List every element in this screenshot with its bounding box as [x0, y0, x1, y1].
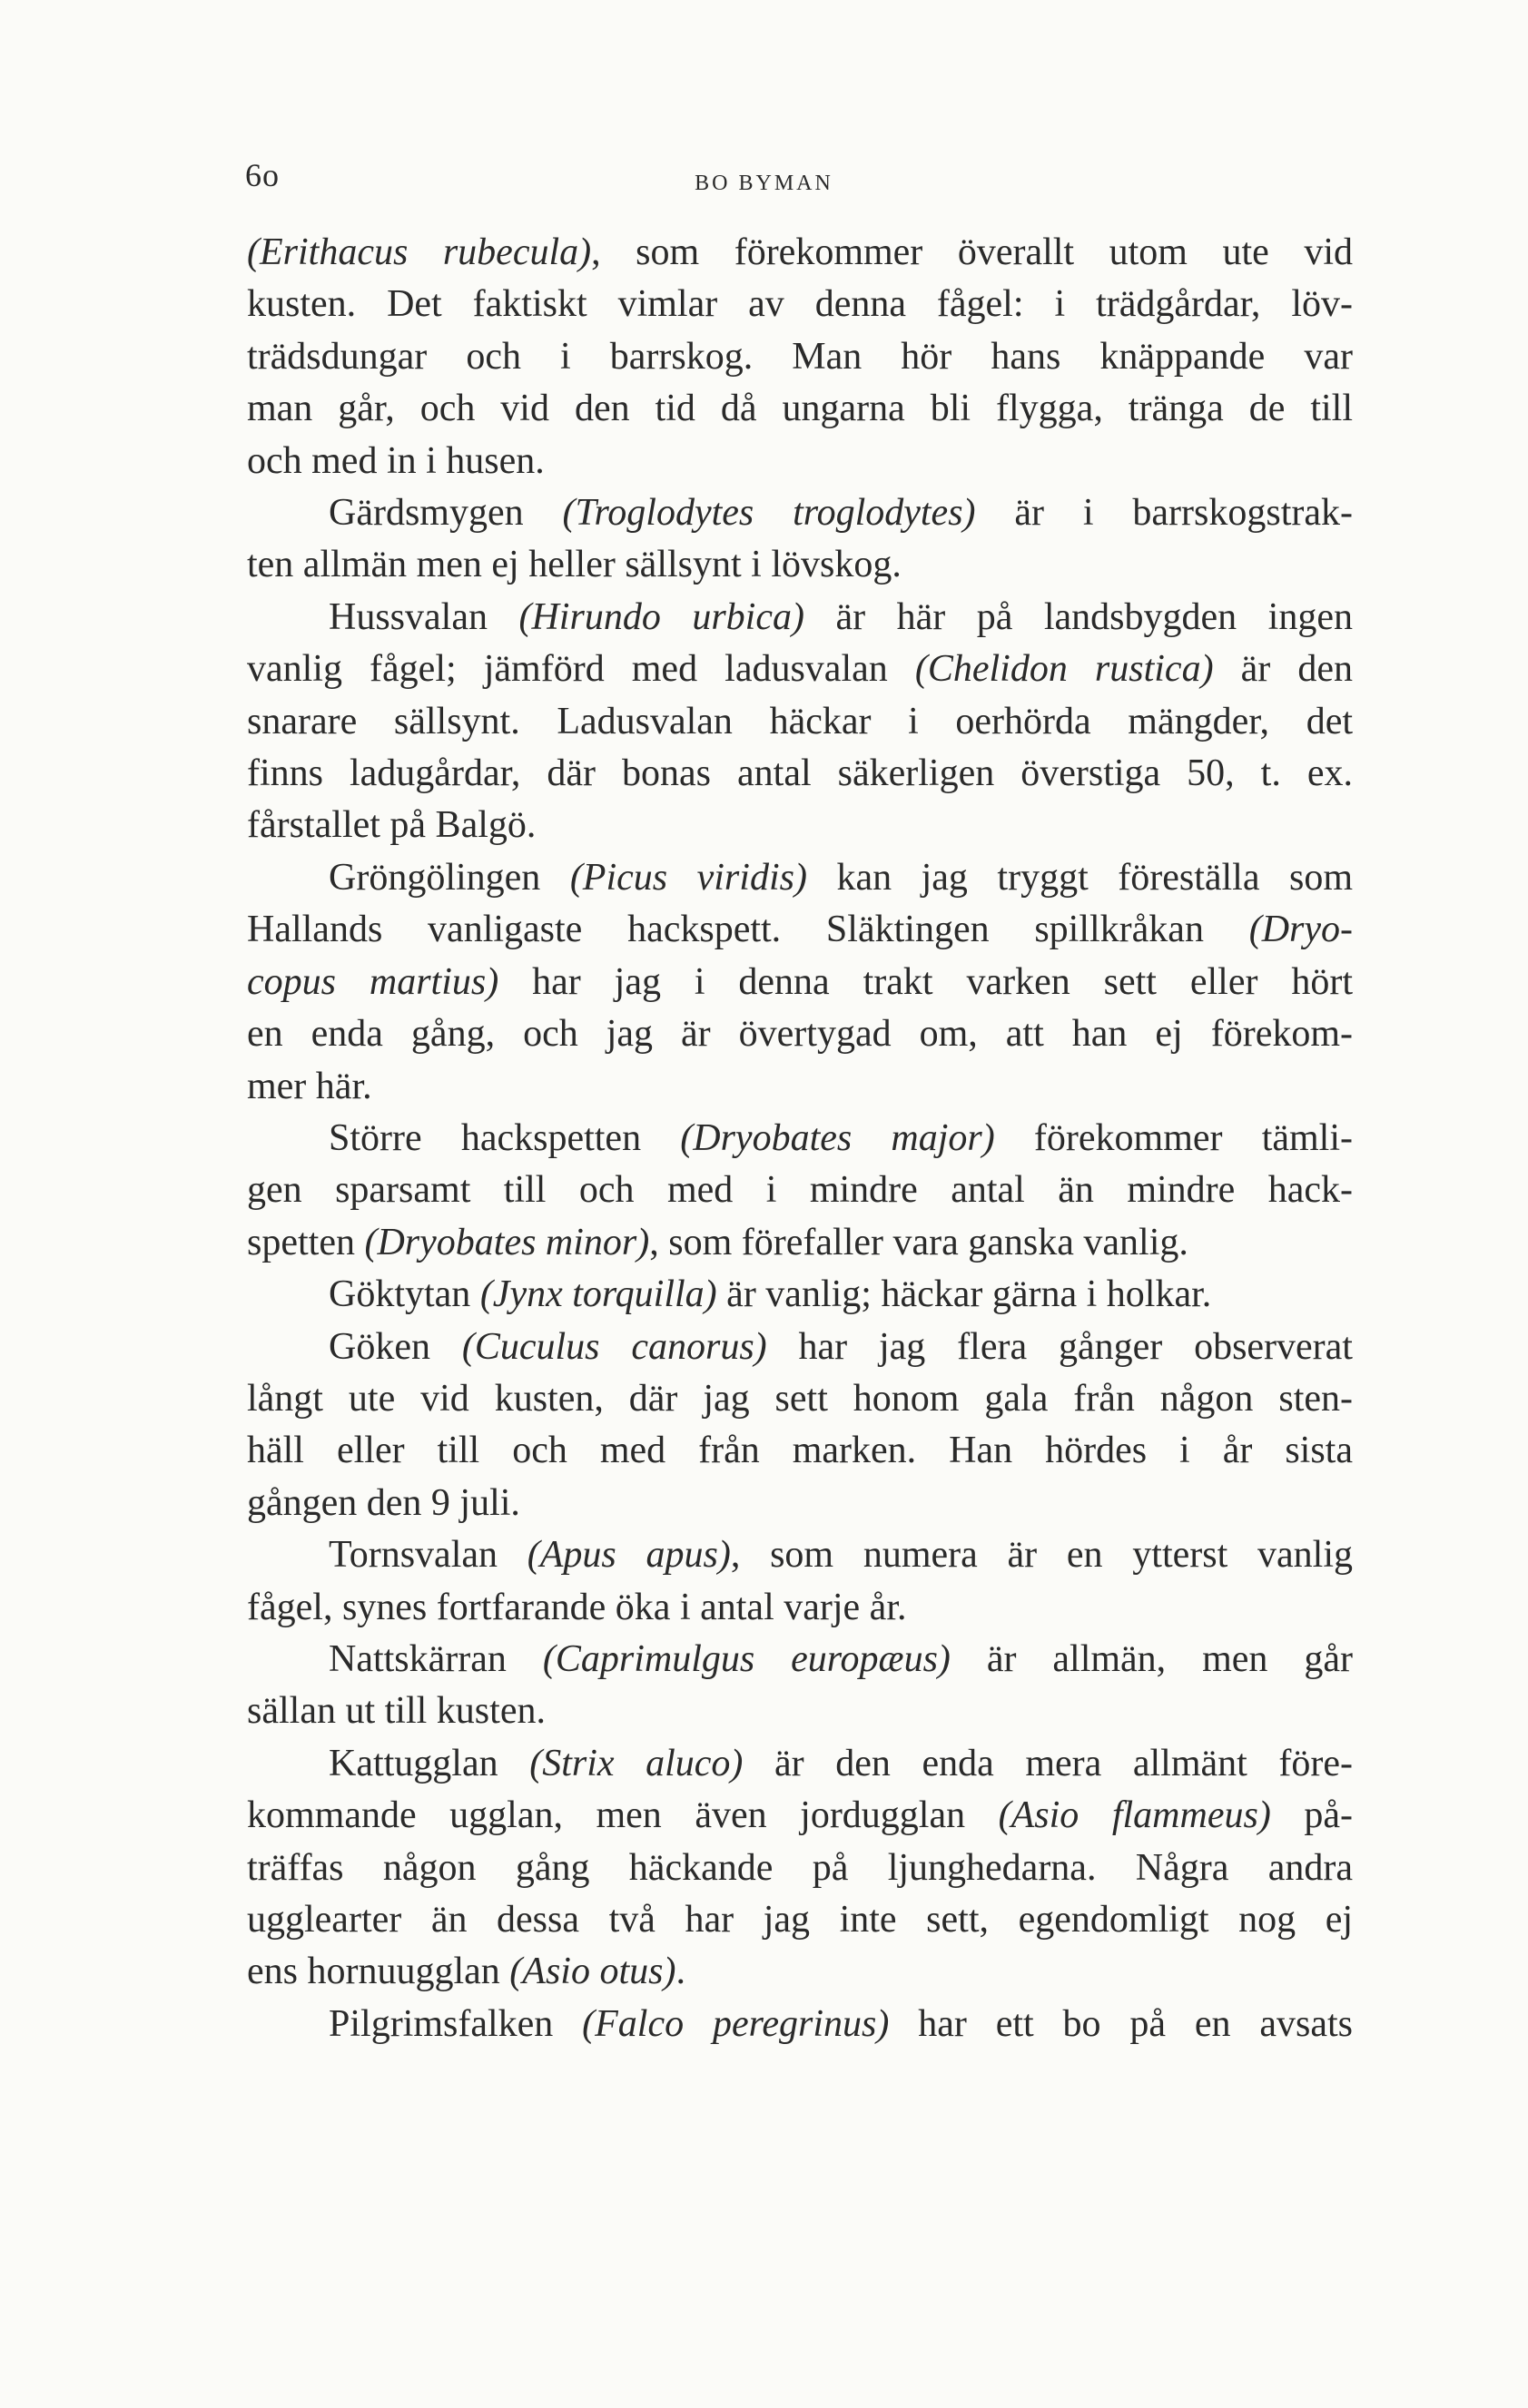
text-run: förekommer tämli-: [994, 1116, 1354, 1159]
species-name: (Troglodytes troglodytes): [562, 492, 976, 535]
text-run: snarare sällsynt. Ladusvalan häckar i oerhörda mängder, det: [247, 700, 1353, 742]
text-run: kusten. Det faktiskt vimlar av denna fågel: i trädgårdar, löv-: [247, 283, 1353, 326]
text-run: , som förekommer överallt utom ute vid: [591, 231, 1353, 273]
text-run: gången den 9 juli.: [247, 1481, 520, 1524]
text-line: [247, 1529, 1353, 1581]
paragraph: [247, 1113, 1353, 1269]
text-run: Nattskärran: [329, 1637, 543, 1680]
text-line: [247, 1269, 1353, 1321]
text-run: Pilgrimsfalken: [329, 2002, 583, 2045]
text-line: [247, 1946, 1353, 1998]
text-run: , som numera är en ytterst vanlig: [730, 1534, 1354, 1577]
text-run: på-: [1270, 1794, 1353, 1837]
paragraph: [247, 592, 1353, 852]
species-name: copus martius): [247, 960, 499, 1003]
species-name: (Falco peregrinus): [582, 2002, 890, 2045]
text-run: Kattugglan: [329, 1742, 530, 1784]
text-run: finns ladugårdar, där bonas antal säkerligen överstiga 50, t. ex.: [247, 752, 1353, 795]
species-name: (Strix aluco): [529, 1742, 744, 1784]
text-run: trädsdungar och i barrskog. Man hör hans knäppande var: [247, 335, 1353, 378]
paragraph: [247, 1999, 1353, 2050]
species-name: (Dryobates major): [680, 1116, 995, 1159]
text-line: [247, 1478, 1353, 1529]
text-line: [247, 1634, 1353, 1686]
text-run: Större hackspetten: [329, 1116, 681, 1159]
text-run: vanlig fågel; jämförd med ladusvalan: [247, 648, 915, 691]
text-run: är den: [1213, 648, 1353, 691]
text-line: [247, 1790, 1353, 1842]
text-run: gen sparsamt till och med i mindre antal än mindre hack-: [247, 1169, 1353, 1212]
text-line: [247, 1217, 1353, 1269]
text-line: [247, 904, 1353, 956]
text-run: och med in i husen.: [247, 439, 545, 482]
text-run: mer här.: [247, 1065, 372, 1107]
text-line: [247, 383, 1353, 435]
text-run: Tornsvalan: [329, 1534, 527, 1577]
text-run: långt ute vid kusten, där jag sett honom gala från någon sten-: [247, 1377, 1353, 1420]
text-run: Gröngölingen: [329, 856, 570, 899]
text-line: [247, 696, 1353, 748]
text-run: Göktytan: [329, 1273, 480, 1316]
text-line: [247, 539, 1353, 591]
text-run: ugglearter än dessa två har jag inte sett, egendomligt nog ej: [247, 1899, 1353, 1941]
text-line: [247, 1322, 1353, 1373]
text-line: [247, 1113, 1353, 1165]
text-run: Hallands vanligaste hackspett. Släktingen spillkråkan: [247, 909, 1249, 951]
text-line: [247, 1165, 1353, 1216]
species-name: (Apus apus): [527, 1534, 731, 1577]
text-run: man går, och vid den tid då ungarna bli flygga, tränga de till: [247, 388, 1353, 430]
species-name: (Hirundo urbica): [518, 595, 804, 638]
page-number: 6o: [245, 157, 280, 193]
running-head: BO BYMAN: [695, 172, 833, 195]
species-name: (Asio flammeus): [998, 1794, 1271, 1837]
text-run: fågel, synes fortfarande öka i antal varje år.: [247, 1586, 907, 1628]
text-line: [247, 800, 1353, 851]
text-run: en enda gång, och jag är övertygad om, att han ej förekom-: [247, 1013, 1353, 1056]
text-run: har jag flera gånger observerat: [766, 1325, 1353, 1368]
text-run: är den enda mera allmänt före-: [743, 1742, 1353, 1784]
species-name: (Chelidon rustica): [914, 648, 1214, 691]
text-line: [247, 1008, 1353, 1060]
text-run: ens hornuugglan: [247, 1951, 510, 1993]
text-run: är allmän, men går: [950, 1637, 1353, 1680]
species-name: (Erithacus rubecula): [247, 231, 592, 273]
text-run: .: [675, 1951, 685, 1993]
text-line: [247, 1894, 1353, 1946]
text-line: [247, 331, 1353, 383]
text-line: [247, 1999, 1353, 2050]
paragraph: [247, 1269, 1353, 1321]
text-run: är här på landsbygden ingen: [803, 595, 1353, 638]
text-line: [247, 227, 1353, 279]
species-name: (Caprimulgus europæus): [542, 1637, 951, 1680]
text-line: [247, 748, 1353, 800]
text-run: träffas någon gång häckande på ljunghedarna. Några andra: [247, 1846, 1353, 1889]
text-line: [247, 1582, 1353, 1634]
text-line: [247, 852, 1353, 904]
text-line: [247, 1373, 1353, 1425]
text-line: [247, 487, 1353, 539]
paragraph: [247, 1738, 1353, 1999]
text-line: [247, 1738, 1353, 1790]
text-run: Hussvalan: [329, 595, 519, 638]
text-line: [247, 592, 1353, 644]
text-line: [247, 436, 1353, 487]
text-run: har jag i denna trakt varken sett eller hört: [498, 960, 1353, 1003]
body-text: [247, 227, 1353, 2050]
text-run: sällan ut till kusten.: [247, 1690, 546, 1733]
species-name: (Picus viridis): [569, 856, 807, 899]
text-run: , som förefaller vara ganska vanlig.: [649, 1221, 1188, 1263]
paragraph: [247, 487, 1353, 592]
paragraph: [247, 1634, 1353, 1738]
paragraph: [247, 852, 1353, 1113]
species-name: (Jynx torquilla): [479, 1273, 717, 1316]
species-name: (Asio otus): [509, 1951, 676, 1993]
text-run: Göken: [329, 1325, 462, 1368]
text-run: är i barrskogstrak-: [975, 492, 1353, 535]
species-name: (Cuculus canorus): [461, 1325, 767, 1368]
species-name: (Dryo-: [1248, 909, 1353, 951]
text-run: spetten: [247, 1221, 365, 1263]
text-run: kommande ugglan, men även jordugglan: [247, 1794, 999, 1837]
text-line: [247, 279, 1353, 330]
species-name: (Dryobates minor): [364, 1221, 650, 1263]
text-line: [247, 957, 1353, 1008]
text-run: kan jag tryggt föreställa som: [806, 856, 1354, 899]
text-line: [247, 1425, 1353, 1477]
paragraph: [247, 227, 1353, 487]
text-line: [247, 1061, 1353, 1113]
paragraph: [247, 1529, 1353, 1634]
text-run: ten allmän men ej heller sällsynt i lövskog.: [247, 544, 902, 586]
text-line: [247, 1843, 1353, 1894]
text-line: [247, 644, 1353, 695]
text-line: [247, 1686, 1353, 1737]
text-run: har ett bo på en avsats: [889, 2002, 1353, 2045]
text-run: är vanlig; häckar gärna i holkar.: [716, 1273, 1212, 1316]
text-run: fårstallet på Balgö.: [247, 804, 537, 847]
text-run: häll eller till och med från marken. Han hördes i år sista: [247, 1430, 1353, 1472]
text-run: Gärdsmygen: [329, 492, 563, 535]
paragraph: [247, 1322, 1353, 1530]
